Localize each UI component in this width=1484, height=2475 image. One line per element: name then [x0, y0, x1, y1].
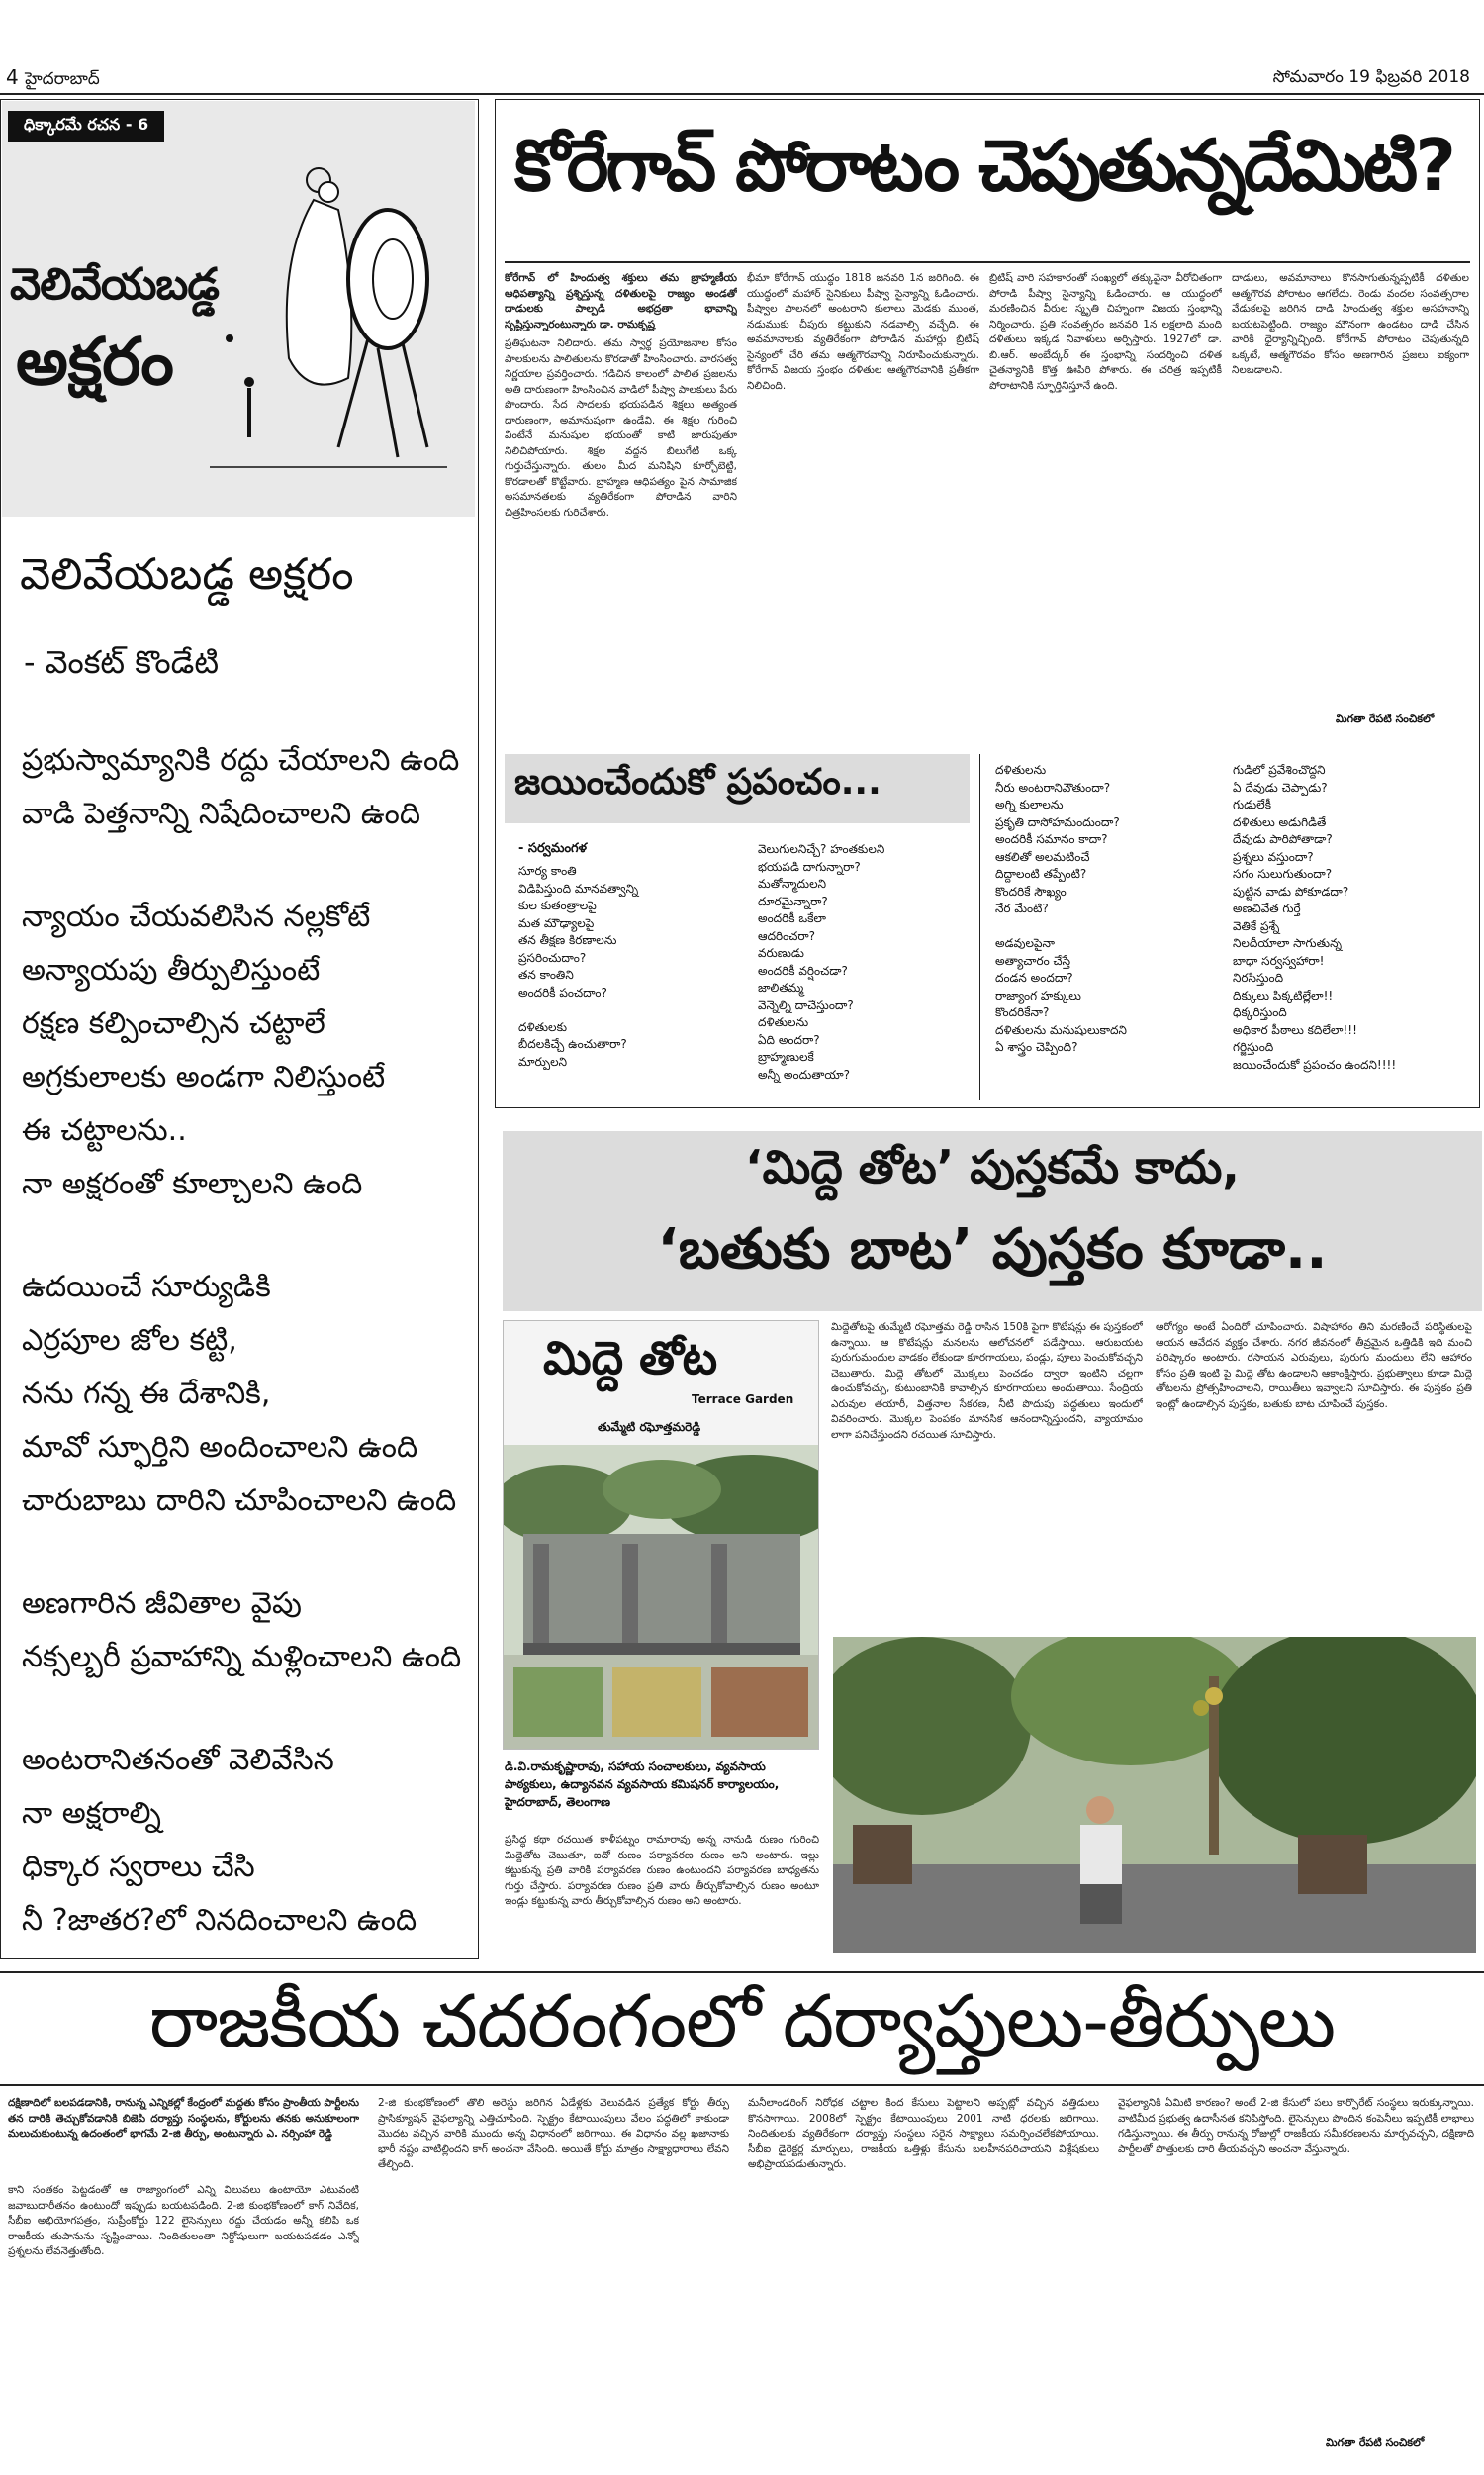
jayinchendu-line: ఏ దేవుడు చెప్పాడు?	[1233, 780, 1328, 795]
garden-building-image	[504, 1445, 818, 1749]
poem-line: నా అక్షరంతో కూల్చాలని ఉంది	[22, 1167, 363, 1201]
politics-headline-rule	[0, 2084, 1484, 2086]
jayinchendu-line: తన కాంతిని	[518, 968, 574, 982]
art-title-line2: అక్షరం	[16, 324, 174, 400]
poem-title: వెలివేయబడ్డ అక్షరం	[20, 549, 354, 600]
page-number	[6, 65, 100, 93]
jayinchendu-line: ఏ శాస్త్రం చెప్పింది?	[995, 1040, 1078, 1054]
book-title: మిద్దె తోట	[543, 1331, 718, 1384]
jayinchendu-line: బ్రాహ్మణులకే	[758, 1050, 814, 1064]
city-label: హైదరాబాద్	[25, 69, 100, 89]
terrace-headline-2: ‘బతుకు బాట’ పుస్తకం కూడా..	[657, 1217, 1328, 1282]
poem-stanza	[22, 1734, 472, 1948]
poem-line: చారుబాబు దారిని చూపించాలని ఉంది	[22, 1483, 457, 1518]
jayinchendu-title: జయించేందుకో ప్రపంచం...	[514, 762, 881, 803]
garden-photo-scene	[833, 1637, 1476, 1953]
politics-col-1: కాని సంతకం పెట్టడంతో ఆ రాజ్యాంగంలో ఎన్ని విలువలు ఉంటాయో ఎటువంటి జవాబుదారీతనం ఉంటుందో ఇప్పుడు బయటపడింది. 2-జి కుంభకోణంలో కాగ్ నివేదిక, సీబీఐ అభియోగపత్రం, సుప్రీంకోర్టు 122 లైసెన్సులు రద్దు చేయడం అన్నీ కలిపి ఒక రాజకీయ తుపానును సృష్టించాయి. నిందితులంతా నిర్దోషులుగా బయటపడడం ఎన్నో ప్రశ్నలను లేవనెత్తుతోంది.	[8, 2184, 359, 2257]
jayinchendu-author: - సర్వమంగళ	[518, 841, 588, 856]
book-cover-image	[503, 1320, 819, 1750]
poem-line: నక్సల్బరీ ప్రవాహాన్ని మళ్లించాలని ఉంది	[22, 1640, 462, 1674]
jayinchendu-line: దేవుడు పారిపోతాడా?	[1233, 832, 1333, 846]
jayinchendu-line: దళితులను మనుషులుకాదని	[995, 1022, 1127, 1037]
jayinchendu-line: అందరికీ ఒకేలా	[758, 911, 826, 925]
series-tag: ధిక్కారమే రచన - 6	[8, 111, 164, 142]
terrace-text-left: ప్రసిద్ధ కథా రచయిత కాళీపట్నం రామారావు అన్న నానుడి రుణం గురించి మిద్దెతోట చెబుతూ, ఐదో రుణం పర్యావరణ రుణం అని అంటారు. ఇల్లు కట్టుకున్న ప్రతి వారికి పర్యావరణ రుణం ఉంటుందని పర్యావరణ బాధ్యతను గుర్తు చేస్తారు. పర్యావరణ రుణం ప్రతి వారు తీర్చుకోవాల్సిన రుణం అంటూ ఇండ్లు కట్టుకున్న వారు తీర్చుకోవాల్సిన రుణం అని అంటారు.	[505, 1834, 819, 1907]
poem-line: అణగారిన జీవితాల వైపు	[22, 1586, 302, 1621]
poem-line: అగ్రకులాలకు అండగా నిలిస్తుంటే	[22, 1060, 386, 1095]
poem-line: ఈ చట్టాలను..	[22, 1113, 187, 1148]
koregaon-headline: కోరేగావ్ పోరాటం చెపుతున్నదేమిటి?	[514, 124, 1453, 207]
jayinchendu-line: విడిపిస్తుంది మానవత్వాన్ని	[518, 881, 639, 896]
jayinchendu-line: వెలుగులనిచ్చే? హంతకులని	[758, 842, 885, 856]
jayinchendu-line: భయపడి దాగున్నారా?	[758, 859, 861, 874]
page-number-text: 4	[6, 65, 19, 89]
jayinchendu-line: మార్పులని	[518, 1054, 568, 1069]
poem-line: నా అక్షరాల్ని	[22, 1796, 161, 1831]
politics-col-2: 2-జి కుంభకోణంలో తొలి అరెస్టు జరిగిన ఏడేళ్లకు వెలువడిన ప్రత్యేక కోర్టు తీర్పు ప్రాసిక్యూషన్ వైఫల్యాన్ని ఎత్తిచూపింది. స్పెక్ట్రం కేటాయింపులు వేలం పద్ధతిలో కాకుండా మొదట వచ్చిన వారికి ముందు అన్న విధానంలో జరిగాయి. ఈ విధానం వల్ల ఖజానాకు భారీ నష్టం వాటిల్లిందని కాగ్ అంచనా వేసింది. అయితే కోర్టు మాత్రం సాక్ష్యాధారాలు లేవని తేల్చింది.	[378, 2097, 729, 2170]
jayinchendu-line: నిలదీయాలా సాగుతున్న	[1233, 936, 1343, 950]
terrace-credit: డి.వి.రామకృష్ణారావు, సహాయ సంచాలకులు, వ్యవసాయ పాఠ్యకులు, ఉద్యానవన వ్యవసాయ కమిషనర్ కార్యాలయం, హైదరాబాద్, తెలంగాణ	[505, 1760, 780, 1809]
poem-illustration	[2, 101, 475, 517]
jayinchendu-line: గుడిలో ప్రవేశించొద్దని	[1233, 763, 1326, 777]
header-rule	[0, 93, 1484, 95]
jayinchendu-line: ప్రసరించుదాం?	[518, 950, 587, 965]
jayinchendu-line: అన్నీ అందుతాయా?	[758, 1067, 851, 1082]
jayinchendu-line: దళితులను	[758, 1015, 809, 1029]
politics-headline: రాజకీయ చదరంగంలో దర్యాప్తులు-తీర్పులు	[148, 1979, 1336, 2064]
jayinchendu-line: గర్జిస్తుంది	[1233, 1040, 1274, 1054]
jayinchendu-line: ఆకలితో అలమటించే	[995, 849, 1090, 864]
jayinchendu-line: అడవులపైనా	[995, 936, 1055, 950]
jayinchendu-col-2	[758, 841, 956, 1084]
jayinchendu-line	[518, 1001, 677, 1019]
jayinchendu-col-3	[995, 762, 1213, 1057]
jayinchendu-line: దళితులను	[995, 763, 1047, 777]
book-subtitle: Terrace Garden	[692, 1392, 794, 1406]
jayinchendu-line: బాధా సర్వస్వహారా!	[1233, 953, 1325, 968]
jayinchendu-line: జాలితమ్మ	[758, 981, 804, 995]
poem-line: రక్షణ కల్పించాల్సిన చట్టాలే	[22, 1006, 325, 1041]
poem-stanza	[22, 1261, 472, 1528]
jayinchendu-line: సూర్య కాంతి	[518, 864, 577, 878]
book-author: తుమ్మేటి రఘోత్తమరెడ్డి	[598, 1420, 701, 1434]
koregaon-byline: మిగతా రేపటి సంచికలో	[1336, 713, 1435, 725]
jayinchendu-line: నిరసిస్తుంది	[1233, 971, 1284, 985]
poem-author: - వెంకట్ కొండేటి	[24, 643, 220, 681]
terrace-garden-photo	[833, 1637, 1476, 1953]
jayinchendu-line: దళితులకు	[518, 1019, 567, 1034]
jayinchendu-line: అందరికీ పంచదాం?	[518, 985, 607, 1000]
jayinchendu-line: బీదలకిచ్చే ఉంచుతారా?	[518, 1037, 627, 1051]
jayinchendu-line: దండన అందదా?	[995, 971, 1073, 985]
jayinchendu-line: వరుణుడు	[758, 946, 804, 960]
jayinchendu-line: అణచివేత గుర్తే	[1233, 902, 1301, 915]
jayinchendu-line: అందరికీ సమానం కాదా?	[995, 832, 1108, 846]
poem-line: నీ ?జాతర?లో నినదించాలని ఉంది	[22, 1903, 417, 1938]
poem-line: ఎర్రపూల జోల కట్టి,	[22, 1323, 237, 1358]
jayinchendu-col-4	[1233, 762, 1470, 1074]
jayinchendu-col-1	[518, 863, 677, 1071]
jayinchendu-line: మతోన్మాదులని	[758, 877, 827, 891]
jayinchendu-line: రాజ్యాంగ హక్కులు	[995, 988, 1081, 1002]
poem-line: ధిక్కార స్వరాలు చేసి	[22, 1850, 255, 1884]
art-title-line1: వెలివేయబడ్డ	[10, 259, 219, 310]
jayinchendu-line: ఏది అందరా?	[758, 1032, 820, 1047]
jayinchendu-line	[995, 918, 1213, 936]
jayinchendu-line: నేర మేంటి?	[995, 902, 1049, 915]
poem-stanza	[22, 891, 472, 1211]
jayinchendu-line: పుట్టిన వాడు పోకూడదా?	[1233, 884, 1349, 899]
jayinchendu-line: నీరు అంటరానివౌతుందా?	[995, 780, 1111, 795]
poem-line: అన్యాయపు తీర్పులిస్తుంటే	[22, 953, 321, 988]
jayinchendu-line: వెతికే ప్రశ్నే	[1233, 918, 1280, 933]
politics-top-rule	[0, 1971, 1484, 1973]
koregaon-col-3: బ్రిటిష్ వారి సహకారంతో సంఖ్యలో తక్కువైనా వీరోచితంగా పోరాడి పీష్వా సైన్యాన్ని ఓడించారు. ఆ యుద్ధంలో మరణించిన వీరుల స్మృతి చిహ్నంగా విజయ స్తంభాన్ని నిర్మించారు. ప్రతి సంవత్సరం జనవరి 1న లక్షలాది మంది దళితులు ఇక్కడ నివాళులు అర్పిస్తారు. 1927లో డా. బి.ఆర్. అంబేద్కర్ ఈ స్తంభాన్ని సందర్శించి దళిత చైతన్యానికి కొత్త ఊపిరి పోశారు. ఈ చరిత్ర ఇప్పటికీ పోరాటానికి స్ఫూర్తినిస్తూనే ఉంది.	[989, 272, 1222, 392]
terrace-col-1: మిద్దెతోటపై తుమ్మేటి రఘోత్తమ రెడ్డి రాసిన 150కి పైగా కొటేషన్లు ఈ పుస్తకంలో ఉన్నాయి. ఆ కొటేషన్లు మనలను ఆలోచనలో పడేస్తాయి. ఆరుబయట పురుగుమందుల వాడకం లేకుండా కూరగాయలు, పండ్లు, పూలు పెంచుకోవచ్చని చెబుతారు. మిద్దె తోటలో మొక్కలు పెంచడం ద్వారా ఇంటిని చల్లగా ఉంచుకోవచ్చు, కుటుంబానికి కావాల్సిన కూరగాయలు అందుతాయి. సేంద్రియ ఎరువుల తయారీ, విత్తనాల సేకరణ, నీటి పొదుపు పద్ధతులు ఇందులో వివరించారు. మొక్కల పెంపకం మానసిక ఆనందాన్నిస్తుందని, వ్యాయామం లాగా పనిచేస్తుందని రచయిత సూచిస్తారు.	[831, 1321, 1143, 1441]
koregaon-col-2: భీమా కోరేగావ్ యుద్ధం 1818 జనవరి 1న జరిగింది. ఈ యుద్ధంలో మహార్ సైనికులు పీష్వా సైన్యాన్ని ఓడించారు. పీష్వాల పాలనలో అంటరాని కులాలు మెడకు ముంత, నడుముకు చీపురు కట్టుకుని నడవాల్సి వచ్చేది. ఈ అవమానాలకు వ్యతిరేకంగా పోరాడిన మహార్లు బ్రిటిష్ సైన్యంలో చేరి తమ ఆత్మగౌరవాన్ని నిరూపించుకున్నారు. కోరేగావ్ విజయ స్తంభం దళితుల ఆత్మగౌరవానికి ప్రతీకగా నిలిచింది.	[747, 272, 979, 392]
poem-line: ఉదయించే సూర్యుడికి	[22, 1270, 271, 1304]
koregaon-lead: కోరేగావ్ లో హిందుత్వ శక్తులు తమ బ్రాహ్మణీయ ఆధిపత్యాన్ని ప్రశ్నిస్తున్న దళితులపై రాజ్యం అండతో దాడులకు పాల్పడి అభద్రతా భావాన్ని సృష్టిస్తున్నారంటున్నారు డా. రామకృష్ణ	[505, 272, 737, 331]
jayinchendu-line: దూరమైన్నారా?	[758, 894, 828, 908]
jayinchendu-line: దిక్కులు పిక్కటిల్లేలా!!	[1233, 988, 1334, 1002]
jayinchendu-line: వెన్నెల్ని దాచేస్తుందా?	[758, 998, 854, 1012]
politics-col-3: మనీలాండరింగ్ నిరోధక చట్టాల కింద కేసులు పెట్టాలని అప్పట్లో వచ్చిన వత్తిడులు కొనసాగాయి. 2008లో స్పెక్ట్రం కేటాయింపులు 2001 నాటి ధరలకు జరిగాయి. నిందితులకు వ్యతిరేకంగా దర్యాప్తు సంస్థలు సరైన సాక్ష్యాలు సమర్పించలేకపోయాయి. సీబీఐ డైరెక్టర్ల మార్పులు, రాజకీయ ఒత్తిళ్లు కేసును బలహీనపరిచాయని విశ్లేషకులు అభిప్రాయపడుతున్నారు.	[748, 2097, 1099, 2170]
jayinchendu-line: జయించేందుకో ప్రపంచం ఉందని!!!!	[1233, 1057, 1397, 1072]
poem-stanza	[22, 1577, 472, 1684]
jayinchendu-line: గుడులేకీ	[1233, 798, 1271, 811]
jayinchendu-line: ధిక్కరిస్తుంది	[1233, 1005, 1287, 1019]
jayinchendu-line: కుల కుతంత్రాలపై	[518, 899, 597, 912]
jayinchendu-line: దళితులు అడుగిడితే	[1233, 814, 1327, 829]
jayinchendu-line: ప్రకృతి దాసోహమందుందా?	[995, 814, 1120, 829]
jayinchendu-line: అధికార పీఠాలు కదిలేలా!!!	[1233, 1022, 1357, 1037]
poem-line: న్యాయం చేయవలిసిన నల్లకోటే	[22, 900, 371, 934]
koregaon-col-4: దాడులు, అవమానాలు కొనసాగుతున్నప్పటికీ దళితుల ఆత్మగౌరవ పోరాటం ఆగలేదు. రెండు వందల సంవత్సరాల వేడుకలపై జరిగిన దాడి హిందుత్వ శక్తుల అసహనాన్ని బయటపెట్టింది. రాజ్యం మౌనంగా ఉండటం దాడి చేసిన వారికి ధైర్యాన్నిచ్చింది. కోరేగావ్ పోరాటం చెపుతున్నది ఒక్కటే, ఆత్మగౌరవం కోసం అణగారిన ప్రజలు ఐక్యంగా నిలబడాలని.	[1232, 272, 1469, 376]
poem-stanza	[22, 734, 472, 841]
koregaon-col-1: ప్రతిఘటనా నిలిదారు. తమ స్వార్థ ప్రయోజనాల కోసం పాలకులను పాలితులను కొరడాతో హింసించారు. వారసత్వ నిర్ణయాల ప్రవర్తించారు. గడిచిన కాలంలో పాలిత ప్రజలను అతి దారుణంగా హింసించిన వాడిలో పీష్వా పాలకులు పేరు పొందారు. సేద సాదలకు భయపడిన శిక్షలు అత్యంత దారుణంగా, అమానుషంగా ఉండేవి. ఈ శిక్షల గురించి వింటేనే మనుషుల భయంతో కాటి జారుపుతూ నిలిచిపోయారు. శిక్షల వద్దన బిలుగేటి ఒక్క గుర్తుచేస్తున్నారు. తులం మీద మనిషిని కూర్చోబెట్టి, కొరడాలతో కొట్టేవారు. బ్రాహ్మణ ఆధిపత్యం పైన సామాజిక అసమానతలకు వ్యతిరేకంగా పోరాడిన వారిని చిత్రహింసలకు గురిచేశారు.	[505, 337, 737, 519]
politics-col-4: వైఫల్యానికి ఏమిటి కారణం? అంటే 2-జి కేసులో పలు కార్పొరేట్ సంస్థలు ఇరుక్కున్నాయి. వాటిమీద ప్రభుత్వ ఉదాసీనత కనిపిస్తోంది. లైసెన్సులు పొందిన కంపెనీలు ఇప్పటికీ లాభాలు గడిస్తున్నాయి. ఈ తీర్పు రానున్న రోజుల్లో రాజకీయ సమీకరణలను మార్చవచ్చని, దక్షిణాది పార్టీలతో పొత్తులకు దారి తీయవచ్చని అంచనా వేస్తున్నారు.	[1118, 2097, 1474, 2155]
poem-line: వాడి పెత్తనాన్ని నిషేదించాలని ఉంది	[22, 797, 421, 831]
jayinchendu-line: కొందరికేనా?	[995, 1005, 1050, 1019]
jayinchendu-line: కొందరికే సౌఖ్యం	[995, 884, 1067, 899]
terrace-col-2: ఆరోగ్యం అంటే ఏందిరో చూపించారు. విషాహారం తిని మరణించే పరిస్థితులపై ఆయన ఆవేదన వ్యక్తం చేశారు. నగర జీవనంలో తీవ్రమైన ఒత్తిడికి ఇది మంచి పరిష్కారం అంటారు. రసాయన ఎరువులు, పురుగు మందులు లేని ఆహారం కోసం ప్రతి ఇంటి పై మిద్దె తోట ఉండాలని ఆకాంక్షిస్తారు. ప్రభుత్వాలు కూడా మిద్దె తోటలను ప్రోత్సహించాలని, రాయితీలు ఇవ్వాలని సూచిస్తారు. ఈ పుస్తకం ప్రతి ఇంట్లో ఉండాల్సిన పుస్తకం, బతుకు బాట చూపించే పుస్తకం.	[1156, 1321, 1472, 1410]
poem-line: అంటరానితనంతో వెలివేసిన	[22, 1743, 334, 1777]
jayinchendu-line: సగం సులుగుతుందా?	[1233, 867, 1333, 881]
jayinchendu-line: అగ్ని కులాలను	[995, 798, 1064, 811]
jayinchendu-line: అందరికీ వర్షించడా?	[758, 963, 848, 978]
jayinchendu-line: మత మౌఢ్యాలపై	[518, 915, 595, 930]
poem-line: నను గన్న ఈ దేశానికి,	[22, 1377, 271, 1411]
politics-lead: దక్షిణాదిలో బలపడడానికి, రానున్న ఎన్నికల్లో కేంద్రంలో మద్దతు కోసం ప్రాంతీయ పార్టీలను తన దారికి తెచ్చుకోవడానికి బిజెపి దర్యాప్తు సంస్థలను, కోర్టులను తనకు అనుకూలంగా మలుచుకుంటున్న ఉదంతంలో భాగమే 2-జి తీర్పు, అంటున్నారు ఎ. నర్సింహా రెడ్డి	[8, 2097, 359, 2140]
poem-line: మావో స్ఫూర్తిని అందించాలని ఉంది	[22, 1430, 418, 1465]
poem-line: ప్రభుస్వామ్యానికి రద్దు చేయాలని ఉంది	[22, 743, 460, 778]
terrace-headline-1: ‘మిద్దె తోట’ పుస్తకమే కాదు,	[745, 1140, 1240, 1193]
jayinchendu-line: దిద్దాలంటి తప్పేంటి?	[995, 867, 1087, 881]
jayinchendu-line: అత్యాచారం చేస్తే	[995, 953, 1071, 968]
politics-byline: మిగతా రేపటి సంచికలో	[1326, 2436, 1425, 2449]
jayinchendu-line: ఆదరించరా?	[758, 928, 815, 943]
drum-figure-sketch	[190, 141, 467, 517]
jayinchendu-line: ప్రశ్నలు వస్తుందా?	[1233, 849, 1314, 864]
date-line: సోమవారం 19 ఫిబ్రవరి 2018	[1272, 67, 1470, 87]
koregaon-headline-rule	[505, 261, 1470, 263]
poem-body	[22, 734, 472, 1997]
jayinchendu-rule	[979, 754, 980, 1100]
jayinchendu-line: తన తీక్షణ కిరణాలను	[518, 933, 617, 947]
